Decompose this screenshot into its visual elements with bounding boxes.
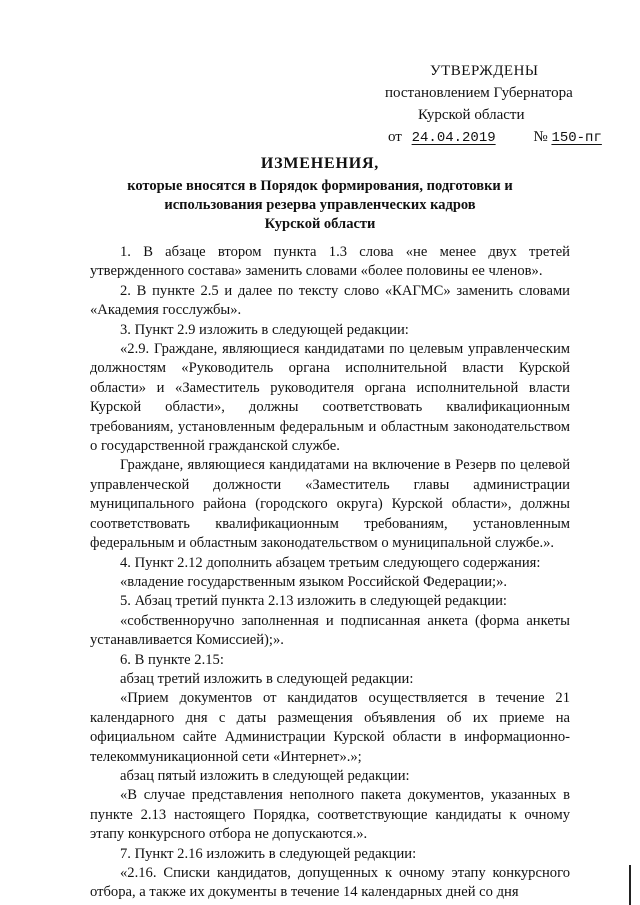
paragraph: 2. В пункте 2.5 и далее по тексту слово «КАГМС» заменить словами «Академия госслужбы». (90, 282, 570, 319)
scan-edge-mark (629, 865, 631, 905)
approval-date-line (388, 126, 602, 149)
approval-resolution: постановлением Губернатора (385, 85, 573, 101)
paragraph: 3. Пункт 2.9 изложить в следующей редакции: (120, 321, 409, 338)
document-body (90, 243, 570, 903)
paragraph: «В случае представления неполного пакета документов, указанных в пункте 2.13 настоящего Порядка, соответствующие кандидаты к очному этапу конкурсного отбора не допускаются.». (90, 787, 570, 843)
document-subtitle-line-1: которые вносятся в Порядок формирования, подготовки и (127, 178, 513, 194)
paragraph: абзац пятый изложить в следующей редакции: (120, 767, 410, 784)
document-subtitle-line-2: использования резерва управленческих кадров (164, 197, 476, 213)
approval-heading: УТВЕРЖДЕНЫ (430, 63, 539, 79)
paragraph: «2.9. Граждане, являющиеся кандидатами по целевым управленческим должностям «Руководитель органа исполнительной власти Курской области» и «Заместитель руководителя органа исполнительной власти Курской области», должны соответствовать квалификационным требованиям, установленным федеральным и областным законодательством о государственной гражданской службе. (90, 341, 570, 455)
paragraph: 6. В пункте 2.15: (120, 651, 224, 668)
paragraph: 5. Абзац третий пункта 2.13 изложить в следующей редакции: (120, 593, 507, 610)
date-prefix: от (388, 129, 402, 145)
paragraph: 4. Пункт 2.12 дополнить абзацем третьим следующего содержания: (120, 554, 541, 571)
approval-date: 24.04.2019 (411, 130, 496, 146)
paragraph: 7. Пункт 2.16 изложить в следующей редакции: (120, 845, 417, 862)
paragraph: «владение государственным языком Российской Федерации;». (120, 573, 508, 590)
approval-number: 150-пг (551, 130, 602, 146)
paragraph: «Прием документов от кандидатов осуществляется в течение 21 календарного дня с даты размещения объявления об их приеме на официальном сайте Администрации Курской области в информационно-телекоммуникационной сети «Интернет».»; (90, 690, 570, 765)
paragraph: Граждане, являющиеся кандидатами на включение в Резерв по целевой управленческой должности «Заместитель главы администрации муниципального района (городского округа) Курской области», должны соответствовать квалификационным требованиям, установленным федеральным и областным законодательством о муниципальной службе.». (90, 457, 570, 552)
paragraph: «2.16. Списки кандидатов, допущенных к очному этапу конкурсного отбора, а также их документы в течение 14 календарных дней со дня (90, 865, 570, 901)
number-prefix: № (533, 129, 548, 145)
paragraph: 1. В абзаце втором пункта 1.3 слова «не менее двух третей утвержденного состава» заменить словами «более половины ее членов». (90, 244, 570, 280)
document-title: ИЗМЕНЕНИЯ, (260, 155, 380, 172)
approval-region: Курской области (418, 107, 525, 123)
document-subtitle-line-3: Курской области (264, 216, 376, 232)
paragraph: «собственноручно заполненная и подписанная анкета (форма анкеты устанавливается Комиссией);». (90, 612, 570, 649)
paragraph: абзац третий изложить в следующей редакции: (120, 670, 414, 687)
